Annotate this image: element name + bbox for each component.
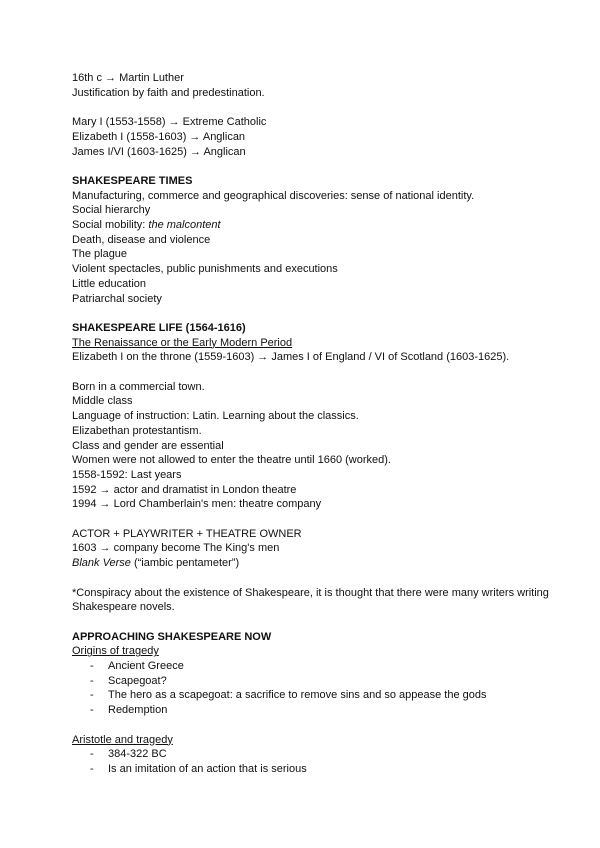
times-mobility-emphasis: the malcontent — [148, 219, 221, 231]
history-line: Elizabeth I (1558-1603) → Anglican — [72, 130, 246, 143]
list-item — [72, 659, 560, 674]
life-verse-rest: (“iambic pentameter”) — [130, 557, 240, 570]
times-line: Social hierarchy — [72, 204, 151, 217]
list-item-text: The hero as a scapegoat: a sacrifice to remove sins and so appease the gods — [108, 689, 487, 702]
times-mobility-prefix: Social mobility: — [72, 219, 149, 231]
spacer — [72, 365, 560, 380]
history-line: Justification by faith and predestination. — [72, 86, 265, 99]
list-item — [72, 747, 560, 762]
times-line: Violent spectacles, public punishments and executions — [72, 263, 338, 276]
spacer — [72, 512, 560, 527]
life-roles-line: ACTOR + PLAYWRITER + THEATRE OWNER — [72, 527, 302, 540]
dash-bullet: - — [90, 689, 94, 702]
times-line: Patriarchal society — [72, 292, 162, 305]
list-item — [72, 762, 560, 777]
dash-bullet: - — [90, 704, 94, 717]
spacer — [72, 159, 560, 174]
list-item-text: Scapegoat? — [108, 674, 167, 687]
life-line: Born in a commercial town. — [72, 380, 205, 393]
section-heading-life: SHAKESPEARE LIFE (1564-1616) — [72, 321, 246, 334]
life-company-line: 1603 → company become The King's men — [72, 542, 280, 555]
section-heading-approach: APPROACHING SHAKESPEARE NOW — [72, 630, 272, 643]
spacer — [72, 615, 560, 630]
times-mobility-line — [72, 218, 560, 233]
life-throne-line: Elizabeth I on the throne (1559-1603) → James I of England / VI of Scotland (1603-1625). — [72, 351, 510, 364]
life-verse-emphasis: Blank Verse — [72, 557, 131, 570]
aristotle-list — [72, 747, 560, 776]
list-item — [72, 703, 560, 718]
dash-bullet: - — [90, 748, 94, 761]
life-conspiracy-note: *Conspiracy about the existence of Shakespeare, it is thought that there were many writers writing Shakespeare novels. — [72, 586, 549, 614]
history-line: Mary I (1553-1558) → Extreme Catholic — [72, 116, 267, 129]
life-line: Language of instruction: Latin. Learning about the classics. — [72, 410, 359, 423]
life-line: Elizabethan protestantism. — [72, 424, 202, 437]
list-item — [72, 674, 560, 689]
section-heading-times: SHAKESPEARE TIMES — [72, 174, 193, 187]
origins-subheading: Origins of tragedy — [72, 645, 159, 658]
life-subheading: The Renaissance or the Early Modern Period — [72, 336, 293, 349]
spacer — [72, 100, 560, 115]
spacer — [72, 718, 560, 733]
history-line: James I/VI (1603-1625) → Anglican — [72, 145, 246, 158]
times-line: Little education — [72, 277, 146, 290]
history-line: 16th c → Martin Luther — [72, 72, 184, 84]
spacer — [72, 306, 560, 321]
dash-bullet: - — [90, 660, 94, 673]
aristotle-subheading: Aristotle and tragedy — [72, 733, 173, 746]
life-verse-line — [72, 556, 560, 571]
dash-bullet: - — [90, 762, 94, 775]
times-line: The plague — [72, 248, 128, 261]
life-line: Women were not allowed to enter the theatre until 1660 (worked). — [72, 454, 391, 467]
list-item-text: Redemption — [108, 704, 168, 717]
times-line: Manufacturing, commerce and geographical discoveries: sense of national identity. — [72, 189, 475, 202]
dash-bullet: - — [90, 674, 94, 687]
list-item-text: 384-322 BC — [108, 748, 167, 761]
life-line: Class and gender are essential — [72, 439, 224, 452]
times-line: Death, disease and violence — [72, 233, 211, 246]
origins-list — [72, 659, 560, 718]
life-line: Middle class — [72, 395, 133, 408]
spacer — [72, 571, 560, 586]
life-line: 1592 → actor and dramatist in London theatre — [72, 483, 297, 496]
list-item-text: Is an imitation of an action that is serious — [108, 762, 307, 775]
list-item-text: Ancient Greece — [108, 660, 184, 673]
life-line: 1558-1592: Last years — [72, 468, 182, 481]
list-item — [72, 688, 560, 703]
life-line: 1994 → Lord Chamberlain's men: theatre company — [72, 498, 322, 511]
